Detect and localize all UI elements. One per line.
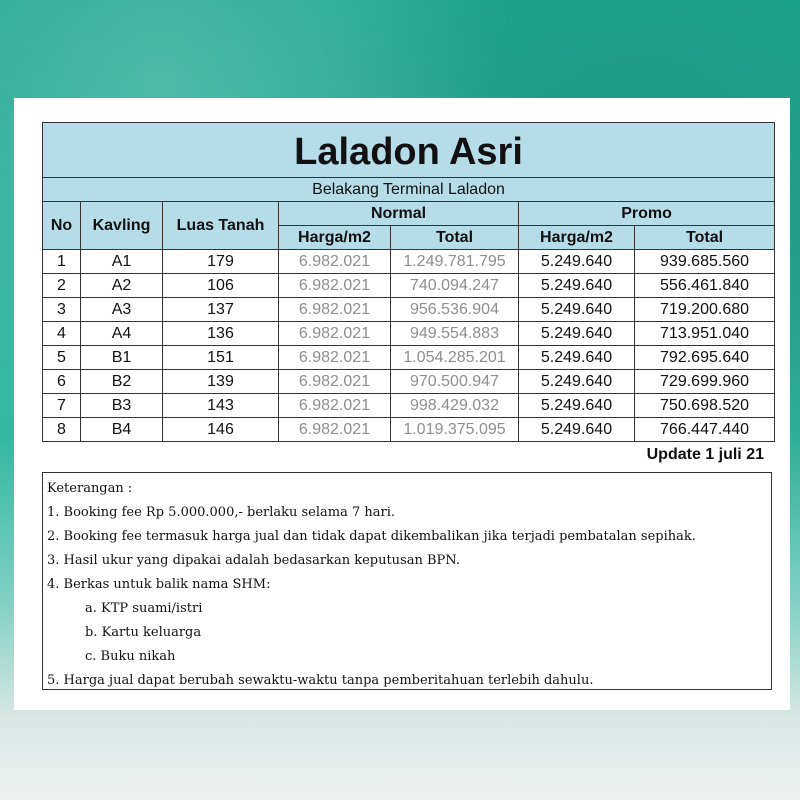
title-row xyxy=(43,123,775,178)
cell-normal-total: 956.536.904 xyxy=(391,298,519,322)
header-normal: Normal xyxy=(279,202,519,226)
cell-kavling: A1 xyxy=(81,250,163,274)
table-row xyxy=(43,346,775,370)
cell-kavling: B4 xyxy=(81,418,163,442)
cell-promo-harga: 5.249.640 xyxy=(519,250,635,274)
cell-no: 2 xyxy=(43,274,81,298)
cell-no: 3 xyxy=(43,298,81,322)
cell-luas: 139 xyxy=(163,370,279,394)
cell-promo-total: 766.447.440 xyxy=(635,418,775,442)
header-no: No xyxy=(43,202,81,250)
table-row xyxy=(43,322,775,346)
cell-promo-total: 556.461.840 xyxy=(635,274,775,298)
cell-promo-total: 939.685.560 xyxy=(635,250,775,274)
table-row xyxy=(43,370,775,394)
cell-normal-total: 1.054.285.201 xyxy=(391,346,519,370)
cell-luas: 179 xyxy=(163,250,279,274)
cell-no: 4 xyxy=(43,322,81,346)
subtitle-row xyxy=(43,178,775,202)
note-item: 2. Booking fee termasuk harga jual dan tidak dapat dikembalikan jika terjadi pembatalan sepihak. xyxy=(47,529,696,544)
table-row xyxy=(43,394,775,418)
cell-luas: 143 xyxy=(163,394,279,418)
cell-normal-total: 740.094.247 xyxy=(391,274,519,298)
note-sub-item: b. Kartu keluarga xyxy=(85,625,202,640)
header-row-1 xyxy=(43,202,775,226)
cell-normal-harga: 6.982.021 xyxy=(279,250,391,274)
price-table xyxy=(42,122,775,442)
cell-promo-harga: 5.249.640 xyxy=(519,322,635,346)
cell-luas: 106 xyxy=(163,274,279,298)
table-row xyxy=(43,298,775,322)
cell-luas: 151 xyxy=(163,346,279,370)
cell-normal-harga: 6.982.021 xyxy=(279,298,391,322)
header-promo-harga: Harga/m2 xyxy=(519,226,635,250)
cell-promo-total: 719.200.680 xyxy=(635,298,775,322)
cell-no: 6 xyxy=(43,370,81,394)
cell-promo-harga: 5.249.640 xyxy=(519,370,635,394)
table-row xyxy=(43,418,775,442)
cell-luas: 146 xyxy=(163,418,279,442)
note-sub-item: a. KTP suami/istri xyxy=(85,601,203,616)
cell-normal-harga: 6.982.021 xyxy=(279,370,391,394)
cell-normal-harga: 6.982.021 xyxy=(279,346,391,370)
cell-normal-total: 1.249.781.795 xyxy=(391,250,519,274)
cell-kavling: B1 xyxy=(81,346,163,370)
cell-normal-harga: 6.982.021 xyxy=(279,418,391,442)
cell-kavling: A3 xyxy=(81,298,163,322)
cell-luas: 137 xyxy=(163,298,279,322)
cell-normal-harga: 6.982.021 xyxy=(279,394,391,418)
table-row xyxy=(43,250,775,274)
cell-normal-harga: 6.982.021 xyxy=(279,322,391,346)
header-kavling: Kavling xyxy=(81,202,163,250)
table-row xyxy=(43,274,775,298)
header-promo: Promo xyxy=(519,202,775,226)
cell-normal-total: 1.019.375.095 xyxy=(391,418,519,442)
cell-luas: 136 xyxy=(163,322,279,346)
cell-normal-total: 949.554.883 xyxy=(391,322,519,346)
cell-no: 5 xyxy=(43,346,81,370)
cell-kavling: B3 xyxy=(81,394,163,418)
page-title: Laladon Asri xyxy=(294,131,523,173)
note-sub-item: c. Buku nikah xyxy=(85,649,176,664)
notes-heading: Keterangan : xyxy=(47,481,133,496)
cell-kavling: B2 xyxy=(81,370,163,394)
note-item: 5. Harga jual dapat berubah sewaktu-waktu tanpa pemberitahuan terlebih dahulu. xyxy=(47,673,594,688)
header-luas: Luas Tanah xyxy=(163,202,279,250)
cell-no: 8 xyxy=(43,418,81,442)
note-item: 1. Booking fee Rp 5.000.000,- berlaku selama 7 hari. xyxy=(47,505,396,520)
cell-promo-total: 713.951.040 xyxy=(635,322,775,346)
header-promo-total: Total xyxy=(635,226,775,250)
cell-kavling: A2 xyxy=(81,274,163,298)
cell-normal-harga: 6.982.021 xyxy=(279,274,391,298)
notes-box xyxy=(42,472,772,690)
cell-promo-harga: 5.249.640 xyxy=(519,298,635,322)
cell-promo-harga: 5.249.640 xyxy=(519,346,635,370)
header-normal-total: Total xyxy=(391,226,519,250)
note-item: 3. Hasil ukur yang dipakai adalah bedasarkan keputusan BPN. xyxy=(47,553,460,568)
cell-promo-total: 792.695.640 xyxy=(635,346,775,370)
cell-promo-harga: 5.249.640 xyxy=(519,394,635,418)
cell-promo-total: 729.699.960 xyxy=(635,370,775,394)
price-sheet xyxy=(14,98,790,710)
cell-no: 1 xyxy=(43,250,81,274)
subtitle: Belakang Terminal Laladon xyxy=(43,178,775,202)
update-date: Update 1 juli 21 xyxy=(646,446,764,463)
cell-promo-total: 750.698.520 xyxy=(635,394,775,418)
cell-promo-harga: 5.249.640 xyxy=(519,274,635,298)
header-normal-harga: Harga/m2 xyxy=(279,226,391,250)
cell-no: 7 xyxy=(43,394,81,418)
cell-normal-total: 970.500.947 xyxy=(391,370,519,394)
cell-promo-harga: 5.249.640 xyxy=(519,418,635,442)
cell-normal-total: 998.429.032 xyxy=(391,394,519,418)
note-item: 4. Berkas untuk balik nama SHM: xyxy=(47,577,271,592)
cell-kavling: A4 xyxy=(81,322,163,346)
